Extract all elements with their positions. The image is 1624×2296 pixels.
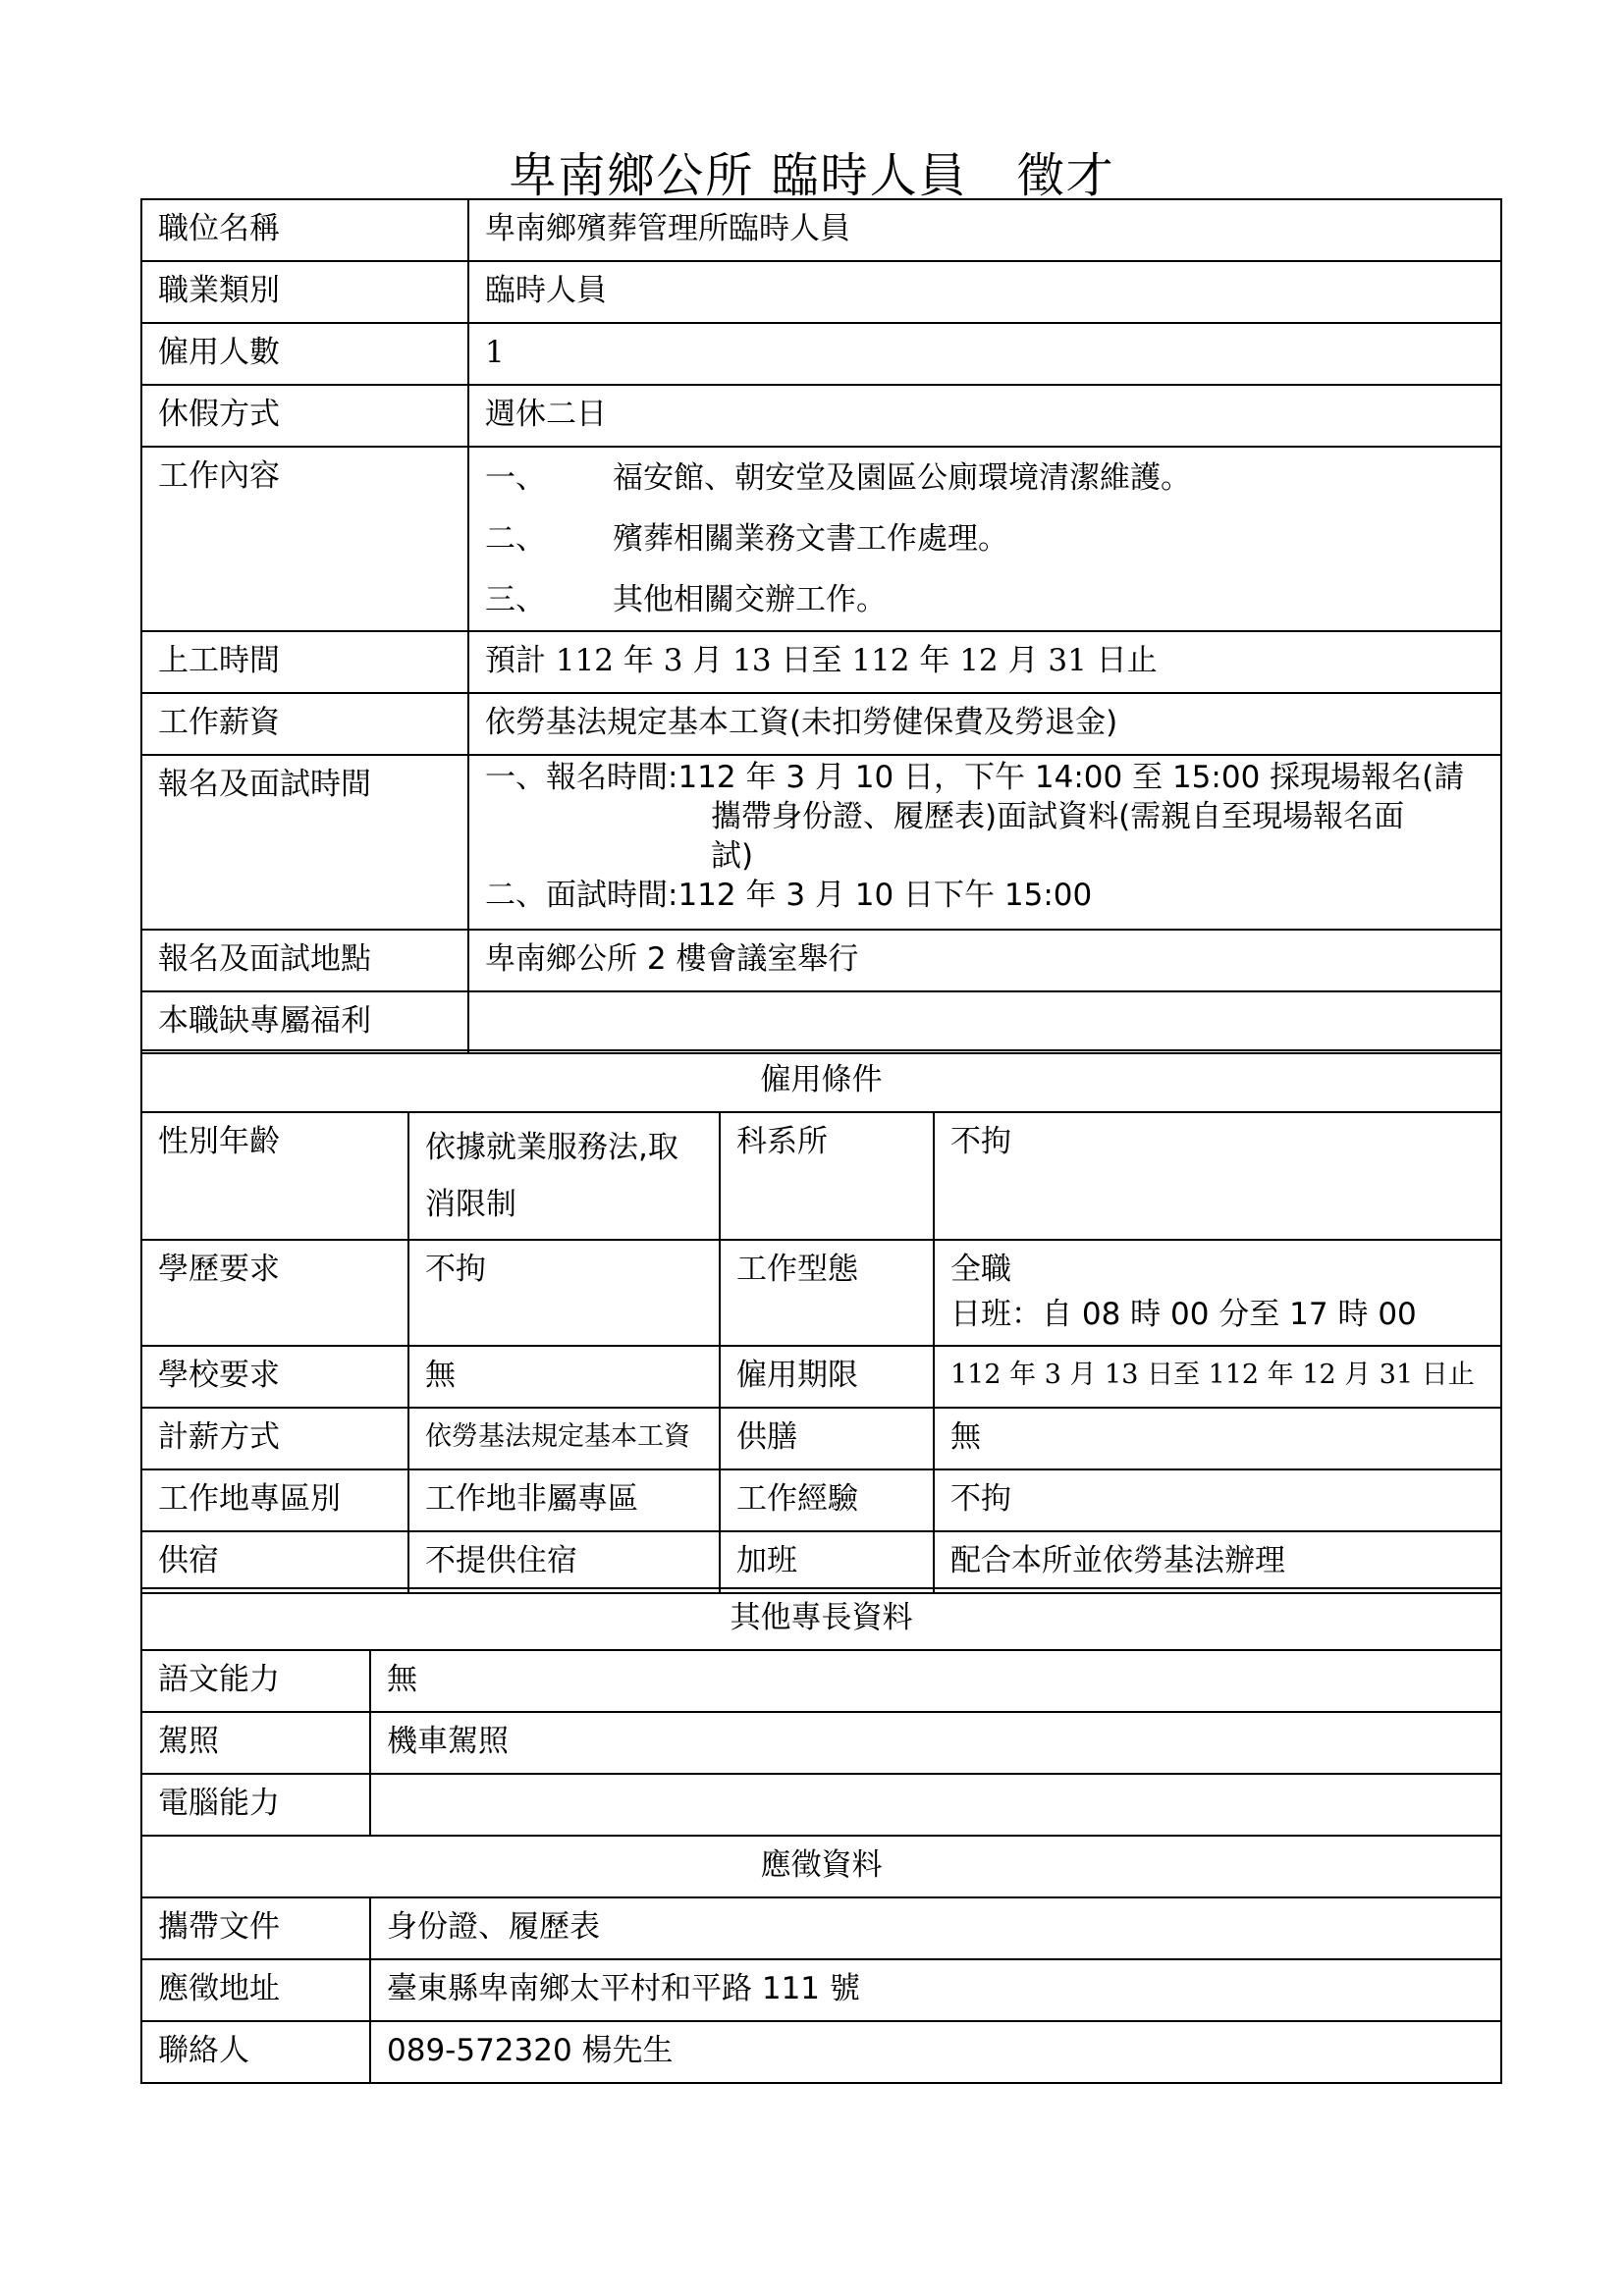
table-row	[141, 199, 1501, 261]
table-row	[141, 991, 1501, 1053]
table-row	[141, 1240, 1501, 1346]
pay-method-label: 計薪方式	[141, 1408, 408, 1469]
contact-label: 聯絡人	[141, 2021, 370, 2083]
gender-age-value	[408, 1112, 720, 1240]
duty-text: 殯葬相關業務文書工作處理。	[613, 521, 1008, 557]
license-label: 駕照	[141, 1712, 370, 1774]
table-row	[141, 1050, 1501, 1112]
category-value: 臨時人員	[468, 261, 1501, 323]
pay-method-value: 依勞基法規定基本工資	[408, 1408, 720, 1469]
duty-text: 福安館、朝安堂及園區公廁環境清潔維護。	[613, 460, 1191, 496]
overtime-value: 配合本所並依勞基法辦理	[934, 1531, 1501, 1593]
table-row	[141, 1712, 1501, 1774]
table-row	[141, 1836, 1501, 1897]
table-row	[141, 385, 1501, 447]
table-row	[141, 447, 1501, 631]
dept-value: 不拘	[934, 1112, 1501, 1240]
experience-label: 工作經驗	[720, 1469, 934, 1531]
housing-label: 供宿	[141, 1531, 408, 1593]
category-label: 職業類別	[141, 261, 468, 323]
address-label: 應徵地址	[141, 1959, 370, 2021]
gender-age-line: 依據就業服務法,取	[425, 1130, 678, 1165]
table-row	[141, 2021, 1501, 2083]
computer-label: 電腦能力	[141, 1774, 370, 1836]
table-row	[141, 261, 1501, 323]
apply-line: 二、面試時間:112 年 3 月 10 日下午 15:00	[485, 878, 1093, 913]
salary-value: 依勞基法規定基本工資(未扣勞健保費及勞退金)	[468, 693, 1501, 755]
table-row	[141, 1650, 1501, 1712]
duty-item	[485, 569, 1485, 630]
school-label: 學校要求	[141, 1346, 408, 1408]
duties-label: 工作內容	[141, 447, 468, 631]
duty-item	[485, 448, 1485, 508]
apply-time-value	[468, 755, 1501, 930]
zone-label: 工作地專區別	[141, 1469, 408, 1531]
position-label: 職位名稱	[141, 199, 468, 261]
leave-label: 休假方式	[141, 385, 468, 447]
section-title: 應徵資料	[141, 1836, 1501, 1897]
work-type-line: 全職	[950, 1252, 1011, 1287]
gender-age-label: 性別年齡	[141, 1112, 408, 1240]
school-value: 無	[408, 1346, 720, 1408]
experience-value: 不拘	[934, 1469, 1501, 1531]
language-label: 語文能力	[141, 1650, 370, 1712]
table-row	[141, 1408, 1501, 1469]
duty-number: 三、	[485, 582, 546, 617]
headcount-label: 僱用人數	[141, 323, 468, 385]
duty-item	[485, 508, 1485, 569]
apply-place-value: 卑南鄉公所 2 樓會議室舉行	[468, 930, 1501, 991]
skills-application-table	[140, 1587, 1502, 2084]
table-row	[141, 755, 1501, 930]
apply-line: 試)	[711, 838, 754, 874]
gender-age-line: 消限制	[425, 1187, 516, 1222]
duty-number: 一、	[485, 460, 546, 496]
work-time-value: 預計 112 年 3 月 13 日至 112 年 12 月 31 日止	[468, 631, 1501, 693]
address-value: 臺東縣卑南鄉太平村和平路 111 號	[370, 1959, 1501, 2021]
table-row	[141, 1531, 1501, 1593]
apply-line: 攜帶身份證、履歷表)面試資料(需親自至現場報名面	[711, 799, 1405, 834]
duty-number: 二、	[485, 521, 546, 557]
table-row	[141, 1346, 1501, 1408]
table-row	[141, 1588, 1501, 1650]
benefits-label: 本職缺專屬福利	[141, 991, 468, 1053]
documents-value: 身份證、履歷表	[370, 1897, 1501, 1959]
meals-value: 無	[934, 1408, 1501, 1469]
computer-value	[370, 1774, 1501, 1836]
housing-value: 不提供住宿	[408, 1531, 720, 1593]
headcount-value: 1	[468, 323, 1501, 385]
apply-place-label: 報名及面試地點	[141, 930, 468, 991]
page-title: 卑南鄉公所 臨時人員 徵才	[509, 148, 1115, 203]
work-time-label: 上工時間	[141, 631, 468, 693]
table-row	[141, 631, 1501, 693]
education-value: 不拘	[408, 1240, 720, 1346]
apply-line: 一、報名時間:112 年 3 月 10 日，下午 14:00 至 15:00 採現場報名(請	[485, 760, 1465, 795]
conditions-table	[140, 1049, 1502, 1594]
job-info-table	[140, 198, 1502, 1054]
dept-label: 科系所	[720, 1112, 934, 1240]
salary-label: 工作薪資	[141, 693, 468, 755]
table-row	[141, 1469, 1501, 1531]
section-title: 僱用條件	[141, 1050, 1501, 1112]
table-row	[141, 323, 1501, 385]
language-value: 無	[370, 1650, 1501, 1712]
position-value: 卑南鄉殯葬管理所臨時人員	[468, 199, 1501, 261]
table-row	[141, 930, 1501, 991]
work-type-line: 日班：自 08 時 00 分至 17 時 00	[950, 1297, 1417, 1332]
duty-text: 其他相關交辦工作。	[613, 582, 887, 617]
table-row	[141, 1959, 1501, 2021]
section-title: 其他專長資料	[141, 1588, 1501, 1650]
education-label: 學歷要求	[141, 1240, 408, 1346]
period-value: 112 年 3 月 13 日至 112 年 12 月 31 日止	[934, 1346, 1501, 1408]
table-row	[141, 1112, 1501, 1240]
overtime-label: 加班	[720, 1531, 934, 1593]
meals-label: 供膳	[720, 1408, 934, 1469]
work-type-value	[934, 1240, 1501, 1346]
apply-time-label: 報名及面試時間	[141, 755, 468, 930]
table-row	[141, 693, 1501, 755]
duties-value	[468, 447, 1501, 631]
license-value: 機車駕照	[370, 1712, 1501, 1774]
table-row	[141, 1774, 1501, 1836]
leave-value: 週休二日	[468, 385, 1501, 447]
work-type-label: 工作型態	[720, 1240, 934, 1346]
documents-label: 攜帶文件	[141, 1897, 370, 1959]
period-label: 僱用期限	[720, 1346, 934, 1408]
benefits-value	[468, 991, 1501, 1053]
table-row	[141, 1897, 1501, 1959]
zone-value: 工作地非屬專區	[408, 1469, 720, 1531]
contact-value: 089-572320 楊先生	[370, 2021, 1501, 2083]
